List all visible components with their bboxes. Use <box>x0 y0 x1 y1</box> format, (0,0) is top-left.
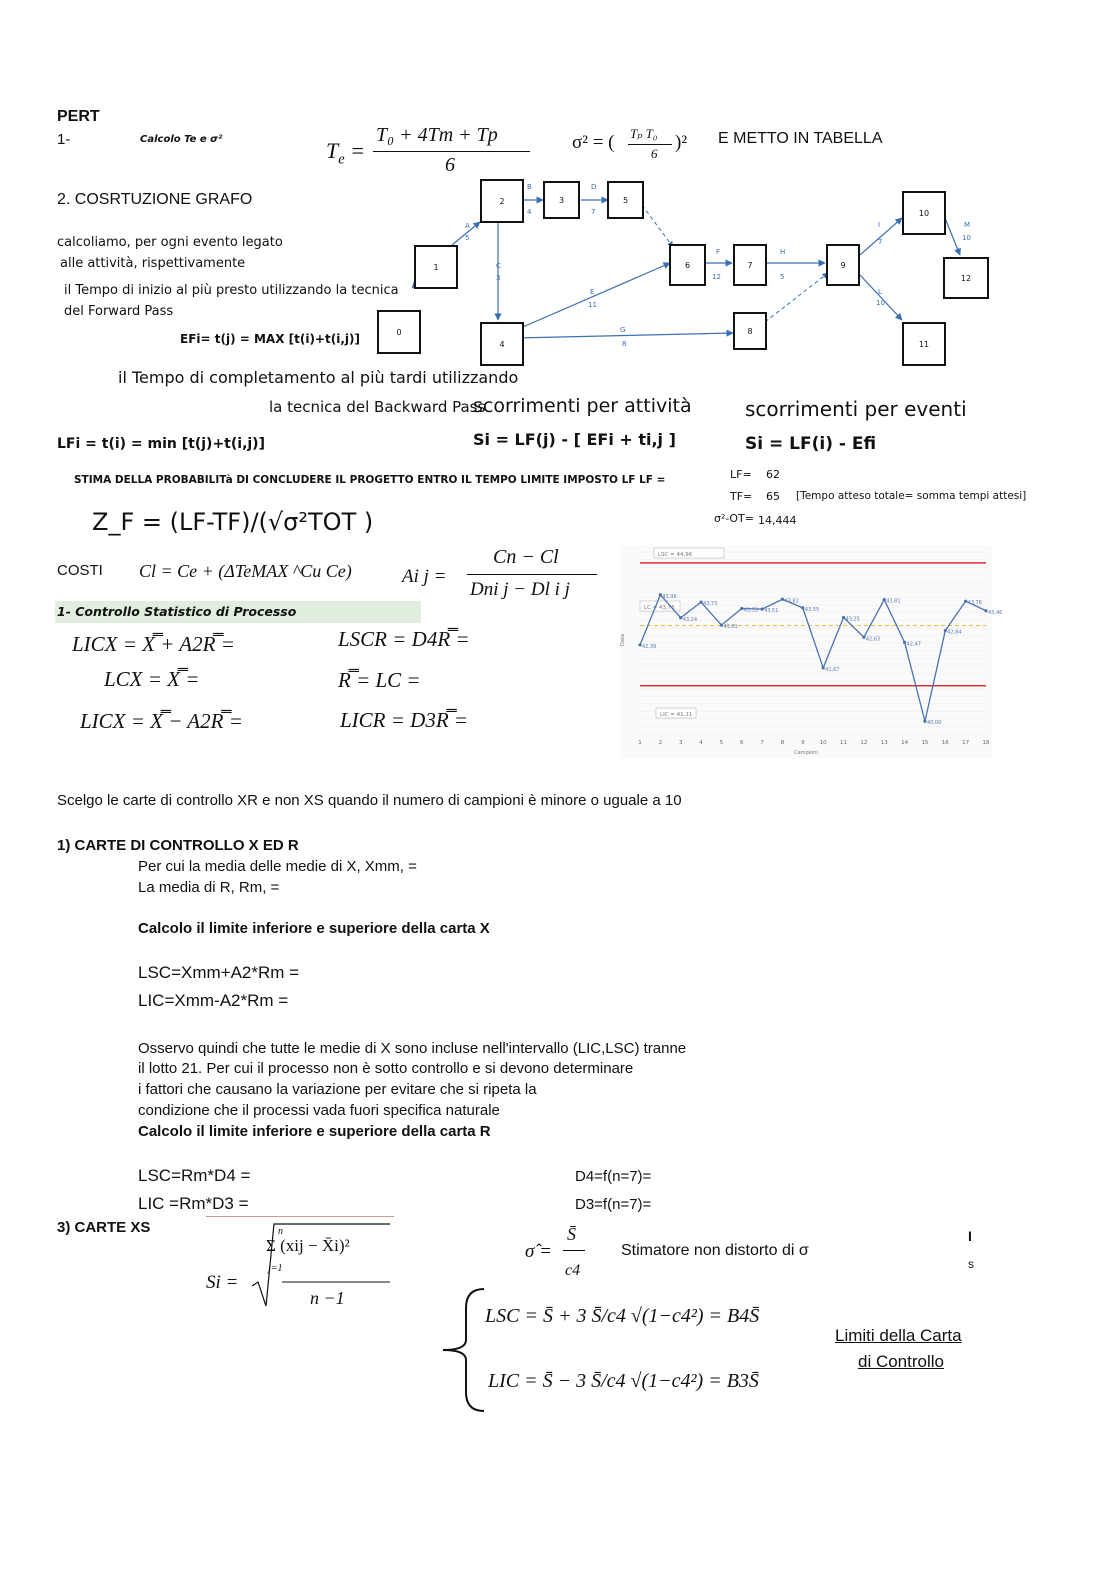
sigma-numerator: Tₚ T₀ <box>630 126 658 141</box>
osservo-line-4: condizione che il processi vada fuori specifica naturale <box>138 1102 500 1119</box>
data-label: 43,51 <box>764 608 779 615</box>
x-tick-label: 9 <box>801 740 805 746</box>
brace <box>440 1286 490 1416</box>
lsc-r-formula: LSC=Rm*D4 = <box>138 1166 251 1185</box>
lsc-xs-formula: LSC = S̄ + 3 S̄/c4 √(1−c4²) = B4S̄ <box>485 1305 760 1327</box>
x-tick-label: 11 <box>840 740 848 746</box>
edge-label: 7 <box>878 238 883 246</box>
sigma-hat: σ̂ = <box>525 1241 552 1262</box>
edge-4-6 <box>516 263 670 330</box>
tf-value: 65 <box>766 490 780 503</box>
calc-carta-x: Calcolo il limite inferiore e superiore della carta X <box>138 920 490 937</box>
graph-node: 3 <box>543 181 580 219</box>
edge-9-11 <box>860 275 902 320</box>
data-label: 43,01 <box>723 624 738 631</box>
te-denominator: 6 <box>445 154 455 176</box>
edge-label: 10 <box>962 234 971 242</box>
sigma-hat-num: S̄ <box>567 1224 576 1244</box>
lscr-formula: LSCR = D4R̿ = <box>338 627 470 651</box>
sigma-eq: σ² = ( <box>572 132 615 153</box>
edge-label: 12 <box>712 273 721 281</box>
graph-node: 1 <box>414 245 458 289</box>
edge-label: 7 <box>591 208 596 216</box>
edge-label: 5 <box>465 234 470 242</box>
te-fraction-bar <box>373 151 530 152</box>
sum-body: Σ (xij − X̄i)² <box>266 1236 350 1255</box>
edge-label: H <box>780 248 786 256</box>
osservo-line-2: il lotto 21. Per cui il processo non è sotto controllo e si devono determinare <box>138 1060 634 1077</box>
aij-denominator: Dni j − Dl i j <box>470 579 570 600</box>
te-lhs: $T_e$ = <box>326 138 365 168</box>
calc-line-2: alle attività, rispettivamente <box>60 256 246 271</box>
data-label: 42,63 <box>865 636 881 643</box>
media-r-text: La media di R, Rm, = <box>138 879 280 896</box>
edge-label: E <box>590 288 595 296</box>
data-label: 40,00 <box>926 720 942 727</box>
control-chart <box>620 546 1003 758</box>
heading-carte-x-r: 1) CARTE DI CONTROLLO X ED R <box>57 837 299 854</box>
lic-x-formula: LIC=Xmm-A2*Rm = <box>138 991 289 1010</box>
sum-bottom: j=1 <box>268 1263 283 1274</box>
lc-label: LC = 43,76 <box>644 605 675 611</box>
data-label: 43,55 <box>804 606 820 613</box>
x-tick-label: 16 <box>941 740 949 746</box>
lfi-formula: LFi = t(i) = min [t(j)+t(i,j)] <box>57 436 265 452</box>
graph-node: 10 <box>902 191 946 235</box>
osservo-line-3: i fattori che causano la variazione per evitare che si ripeta la <box>138 1081 537 1098</box>
efi-formula: EFi= t(j) = MAX [t(i)+t(i,j)] <box>180 332 360 346</box>
si-lhs: Si = <box>206 1272 239 1293</box>
si-attivita-formula: Si = LF(j) - [ EFi + ti,j ] <box>473 430 676 449</box>
edge-label: B <box>527 183 532 191</box>
edge-label: L <box>878 288 882 296</box>
data-label: 43,81 <box>886 598 901 605</box>
x-tick-label: 8 <box>780 740 785 746</box>
x-tick-label: 1 <box>638 740 642 746</box>
backward-line-1: il Tempo di completamento al più tardi utilizzando <box>118 368 519 387</box>
edge-label: F <box>716 248 721 256</box>
lf-value: 62 <box>766 468 780 481</box>
data-label: 43,53 <box>743 607 759 614</box>
graph-node: 9 <box>826 244 860 286</box>
edge-label: D <box>591 183 597 191</box>
pert-title: PERT <box>57 108 100 125</box>
edge-label: I <box>878 221 881 229</box>
graph-node: 0 <box>377 310 421 354</box>
data-label: 41,67 <box>825 666 840 673</box>
zf-formula: Z_F = (LF-TF)/(√σ²TOT ) <box>92 508 374 536</box>
data-label: 42,47 <box>906 641 921 648</box>
edge-label: 5 <box>780 273 785 281</box>
x-tick-label: 17 <box>962 740 970 746</box>
costi-label: COSTI <box>57 562 103 579</box>
forward-line-1: il Tempo di inizio al più presto utilizzando la tecnica <box>64 283 399 298</box>
calc-line-1: calcoliamo, per ogni evento legato <box>57 235 283 250</box>
sigma-denominator: 6 <box>651 146 658 161</box>
sum-top: n <box>278 1226 283 1237</box>
data-label: 43,76 <box>967 600 982 607</box>
tf-label: TF= <box>730 490 753 503</box>
tf-note: [Tempo atteso totale= somma tempi attesi] <box>796 490 1027 502</box>
step-1: 1- <box>57 131 71 148</box>
x-tick-label: 18 <box>982 740 990 746</box>
si-eventi-formula: Si = LF(i) - Efi <box>745 434 877 454</box>
aij-fraction-bar <box>467 574 597 575</box>
lcx-formula: LCX = X̿ = <box>104 667 200 691</box>
media-x-text: Per cui la media delle medie di X, Xmm, = <box>138 858 417 875</box>
stimatore-text: Stimatore non distorto di σ <box>621 1242 809 1259</box>
d3-text: D3=f(n=7)= <box>575 1196 652 1213</box>
x-tick-label: 3 <box>678 740 683 746</box>
spc-heading: 1- Controllo Statistico di Processo <box>57 604 297 619</box>
calc-te-label: Calcolo Te e σ² <box>140 134 223 145</box>
data-label: 42,39 <box>642 643 657 650</box>
graph-node: 7 <box>733 244 767 286</box>
scelgo-text: Scelgo le carte di controllo XR e non XS quando il numero di campioni è minore o uguale a 10 <box>57 792 682 809</box>
lsc-x-formula: LSC=Xmm+A2*Rm = <box>138 963 300 982</box>
licr-formula: LICR = D3R̿ = <box>340 708 469 732</box>
data-label: 43,96 <box>662 593 677 600</box>
heading-carte-xs: 3) CARTE XS <box>57 1219 151 1236</box>
x-tick-label: 15 <box>921 740 929 746</box>
metto-in-tabella: E METTO IN TABELLA <box>718 130 883 147</box>
d4-text: D4=f(n=7)= <box>575 1168 652 1185</box>
x-tick-label: 6 <box>740 740 744 746</box>
graph-node: 12 <box>943 257 989 299</box>
licx-top-formula: LICX = X̿ + A2R̿ = <box>72 632 235 656</box>
si-top-rule <box>206 1216 394 1217</box>
graph-node: 11 <box>902 322 946 366</box>
edge-5-6-dummy <box>642 205 673 247</box>
scorrimenti-attivita: scorrimenti per attività <box>473 395 692 417</box>
data-label: 43,82 <box>784 598 799 605</box>
edge-8-9-dummy <box>765 273 828 322</box>
step-2: 2. COSRTUZIONE GRAFO <box>57 191 253 208</box>
cut-letter-2: s <box>968 1257 974 1271</box>
graph-node: 5 <box>607 181 644 219</box>
edge-10-12 <box>945 218 960 255</box>
y-axis-label: Data <box>620 634 626 646</box>
edge-label: G <box>620 326 626 334</box>
stima-probabilita: STIMA DELLA PROBABILITà DI CONCLUDERE IL PROGETTO ENTRO IL TEMPO LIMITE IMPOSTO LF LF = <box>74 474 666 486</box>
lcl-label: LIC = 41,11 <box>660 712 693 718</box>
backward-line-2: la tecnica del Backward Pass <box>269 398 486 416</box>
ucl-label: LSC = 44,96 <box>658 552 693 558</box>
data-label: 43,24 <box>682 616 698 623</box>
sigma-tot-value: 14,444 <box>758 514 797 527</box>
aij-numerator: Cn − Cl <box>493 546 559 568</box>
limiti-line-1: Limiti della Carta <box>835 1326 962 1345</box>
limiti-line-2: di Controllo <box>858 1352 944 1371</box>
x-tick-label: 4 <box>699 740 703 746</box>
x-tick-label: 14 <box>901 740 909 746</box>
sigma-hat-den: c4 <box>565 1262 581 1279</box>
edge-label: C <box>496 262 501 270</box>
edge-label: 3 <box>496 274 501 282</box>
osservo-line-1: Osservo quindi che tutte le medie di X sono incluse nell'intervallo (LIC,LSC) tranne <box>138 1040 687 1057</box>
scorrimenti-eventi: scorrimenti per eventi <box>745 397 967 421</box>
r-lc-formula: R̿ = LC = <box>338 668 421 692</box>
edge-label: 11 <box>588 301 597 309</box>
data-label: 43,25 <box>845 616 860 623</box>
costi-formula: Cl = Ce + (ΔTeMAX ^Cu Ce) <box>139 561 352 581</box>
graph-node: 8 <box>733 312 767 350</box>
graph-node: 4 <box>480 322 524 366</box>
x-tick-label: 5 <box>719 740 724 746</box>
graph-node: 2 <box>480 179 524 223</box>
x-tick-label: 13 <box>880 740 888 746</box>
data-label: 43,73 <box>703 601 718 608</box>
sigma-end: )² <box>675 132 688 153</box>
sigma-hat-bar <box>563 1250 585 1251</box>
sigma-tot-label: σ²-OT= <box>714 512 754 525</box>
edge-label: 10 <box>876 299 885 307</box>
edge-label: 8 <box>622 340 627 348</box>
lic-xs-formula: LIC = S̄ − 3 S̄/c4 √(1−c4²) = B3S̄ <box>488 1370 759 1392</box>
n-minus-one: n −1 <box>310 1288 345 1308</box>
x-tick-label: 10 <box>819 740 827 746</box>
x-tick-label: 7 <box>760 740 764 746</box>
aij-lhs: Ai j = <box>402 566 447 587</box>
edge-label: M <box>964 221 971 229</box>
x-tick-label: 12 <box>860 740 868 746</box>
edge-9-10 <box>860 218 902 255</box>
data-label: 42,84 <box>947 629 962 636</box>
x-tick-label: 2 <box>658 740 663 746</box>
data-label: 43,46 <box>988 609 1003 616</box>
calc-carta-r: Calcolo il limite inferiore e superiore della carta R <box>138 1123 491 1140</box>
sigma-fraction-bar <box>628 144 672 145</box>
forward-line-2: del Forward Pass <box>64 304 174 319</box>
licx-formula: LICX = X̿ − A2R̿ = <box>80 709 243 733</box>
edge-label: 4 <box>527 208 532 216</box>
lic-r-formula: LIC =Rm*D3 = <box>138 1194 249 1213</box>
cut-letter-1: I <box>968 1228 972 1244</box>
lf-label: LF= <box>730 468 752 481</box>
x-axis-label: Campioni <box>794 750 818 756</box>
te-numerator: T₀ + 4Tm + Tp <box>376 124 498 146</box>
edge-label: A <box>465 222 470 230</box>
graph-node: 6 <box>669 244 706 286</box>
